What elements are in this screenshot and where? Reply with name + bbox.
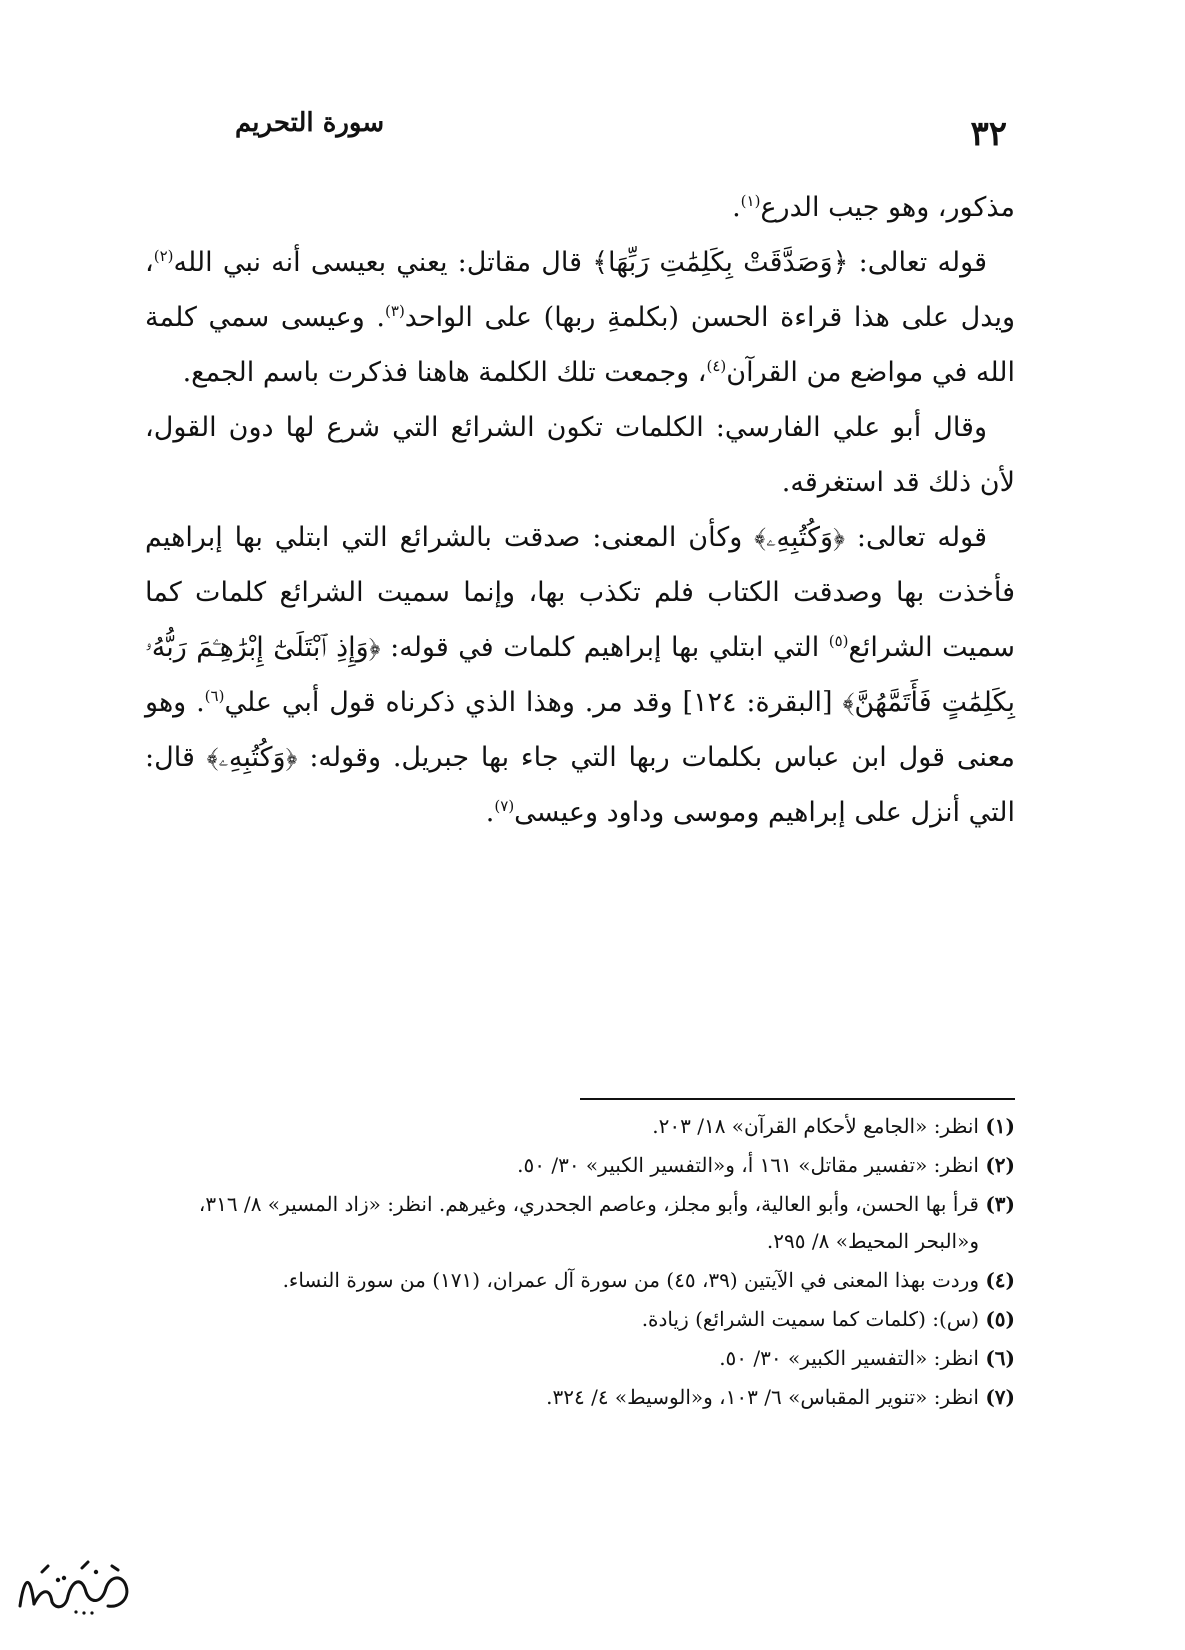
- footnote-number: (٢): [985, 1153, 1015, 1177]
- footnote-item: [145, 1147, 1015, 1184]
- footnotes: [145, 1108, 1015, 1418]
- quran-verse: ﴿وَكُتُبِهِۦ﴾: [754, 522, 846, 553]
- calligraphy-logo-icon: [12, 1558, 142, 1618]
- quran-verse: ﴿وَصَدَّقَتْ بِكَلِمَٰتِ رَبِّهَا﴾: [592, 247, 849, 278]
- paragraph-text: قال: التي أنزل على إبراهيم وموسى وداود وعيسى: [145, 742, 1015, 828]
- quran-verse: ﴿وَإِذِ ٱبْتَلَىٰٓ إِبْرَٰهِـۧمَ رَبُّهُۥ بِكَلِمَٰتٍ فَأَتَمَّهُنَّ﴾: [145, 632, 1015, 718]
- footnote-number: (٣): [985, 1192, 1015, 1216]
- paragraph-text: مذكور، وهو جيب الدرع: [760, 192, 1015, 223]
- footnote-item: [145, 1379, 1015, 1416]
- page-header: [150, 108, 1035, 158]
- footnote-ref: (٧): [494, 797, 515, 815]
- page-number: ٣٢: [970, 114, 1007, 154]
- footnote-ref: (٣): [385, 302, 405, 320]
- paragraph-text: ، وجمعت تلك الكلمة هاهنا فذكرت باسم الجمع.: [182, 357, 707, 388]
- footnote-text: انظر: «الجامع لأحكام القرآن» ١٨/ ٢٠٣.: [652, 1114, 979, 1138]
- paragraph-2: [145, 235, 1015, 400]
- footnote-text: انظر: «تفسير مقاتل» ١٦١ أ، و«التفسير الكبير» ٣٠/ ٥٠.: [517, 1153, 979, 1177]
- footnote-number: (١): [985, 1114, 1015, 1138]
- paragraph-1: [145, 180, 1015, 235]
- paragraph-text: قوله تعالى:: [848, 247, 987, 278]
- paragraph-text: [البقرة: ١٢٤] وقد مر. وهذا الذي ذكرناه قول أبي علي: [224, 687, 843, 718]
- paragraph-text: وقال أبو علي الفارسي: الكلمات تكون الشرائع التي شرع لها دون القول، لأن ذلك قد استغرقه.: [145, 412, 1015, 498]
- paragraph-text: ، ويدل على هذا قراءة الحسن (بكلمةِ ربها) على الواحد: [145, 247, 1015, 333]
- paragraph-text: . وهو معنى قول ابن عباس بكلمات ربها التي جاء بها جبريل. وقوله:: [145, 687, 1015, 773]
- footnote-item: [145, 1186, 1015, 1260]
- footnote-ref: (٥): [828, 632, 849, 650]
- footnote-ref: (١): [740, 192, 761, 210]
- paragraph-text: التي ابتلي بها إبراهيم كلمات في قوله:: [380, 632, 829, 663]
- paragraph-4: [145, 510, 1015, 840]
- footnote-text: انظر: «تنوير المقباس» ٦/ ١٠٣، و«الوسيط» ٤/ ٣٢٤.: [546, 1385, 979, 1409]
- paragraph-text: .: [732, 192, 741, 223]
- footnote-ref: (٢): [153, 247, 174, 265]
- footnote-number: (٦): [985, 1346, 1015, 1370]
- footnote-ref: (٦): [204, 687, 225, 705]
- footnote-item: [145, 1340, 1015, 1377]
- footnote-number: (٥): [985, 1307, 1015, 1331]
- paragraph-text: قوله تعالى:: [845, 522, 987, 553]
- footnote-number: (٤): [985, 1268, 1015, 1292]
- footnote-item: [145, 1301, 1015, 1338]
- main-text: [145, 180, 1015, 840]
- paragraph-text: .: [485, 797, 495, 828]
- quran-verse: ﴿وَكُتُبِهِۦ﴾: [206, 742, 298, 773]
- footnote-number: (٧): [985, 1385, 1015, 1409]
- surah-title: سورة التحريم: [235, 108, 385, 138]
- footnote-ref: (٤): [706, 357, 727, 375]
- footnote-separator: [580, 1098, 1015, 1100]
- paragraph-text: وكأن المعنى: صدقت بالشرائع التي ابتلي بها إبراهيم فأخذت بها وصدقت الكتاب فلم تكذب بها، وإنما سميت الشرائع كلمات كما سميت الشرائع: [145, 522, 1015, 663]
- paragraph-3: [145, 400, 1015, 510]
- paragraph-text: قال مقاتل: يعني بعيسى أنه نبي الله: [173, 247, 593, 278]
- footnote-item: [145, 1262, 1015, 1299]
- footnote-text: (س): (كلمات كما سميت الشرائع) زيادة.: [641, 1307, 979, 1331]
- footnote-text: قرأ بها الحسن، وأبو العالية، وأبو مجلز، وعاصم الجحدري، وغيرهم. انظر: «زاد المسير» ٨/ ٣١٦، و«البحر المحيط» ٨/ ٢٩٥.: [198, 1192, 979, 1253]
- footnote-text: وردت بهذا المعنى في الآيتين (٣٩، ٤٥) من سورة آل عمران، (١٧١) من سورة النساء.: [282, 1268, 979, 1292]
- footnote-item: [145, 1108, 1015, 1145]
- footnote-text: انظر: «التفسير الكبير» ٣٠/ ٥٠.: [719, 1346, 979, 1370]
- paragraph-text: . وعيسى سمي كلمة الله في مواضع من القرآن: [145, 302, 1015, 388]
